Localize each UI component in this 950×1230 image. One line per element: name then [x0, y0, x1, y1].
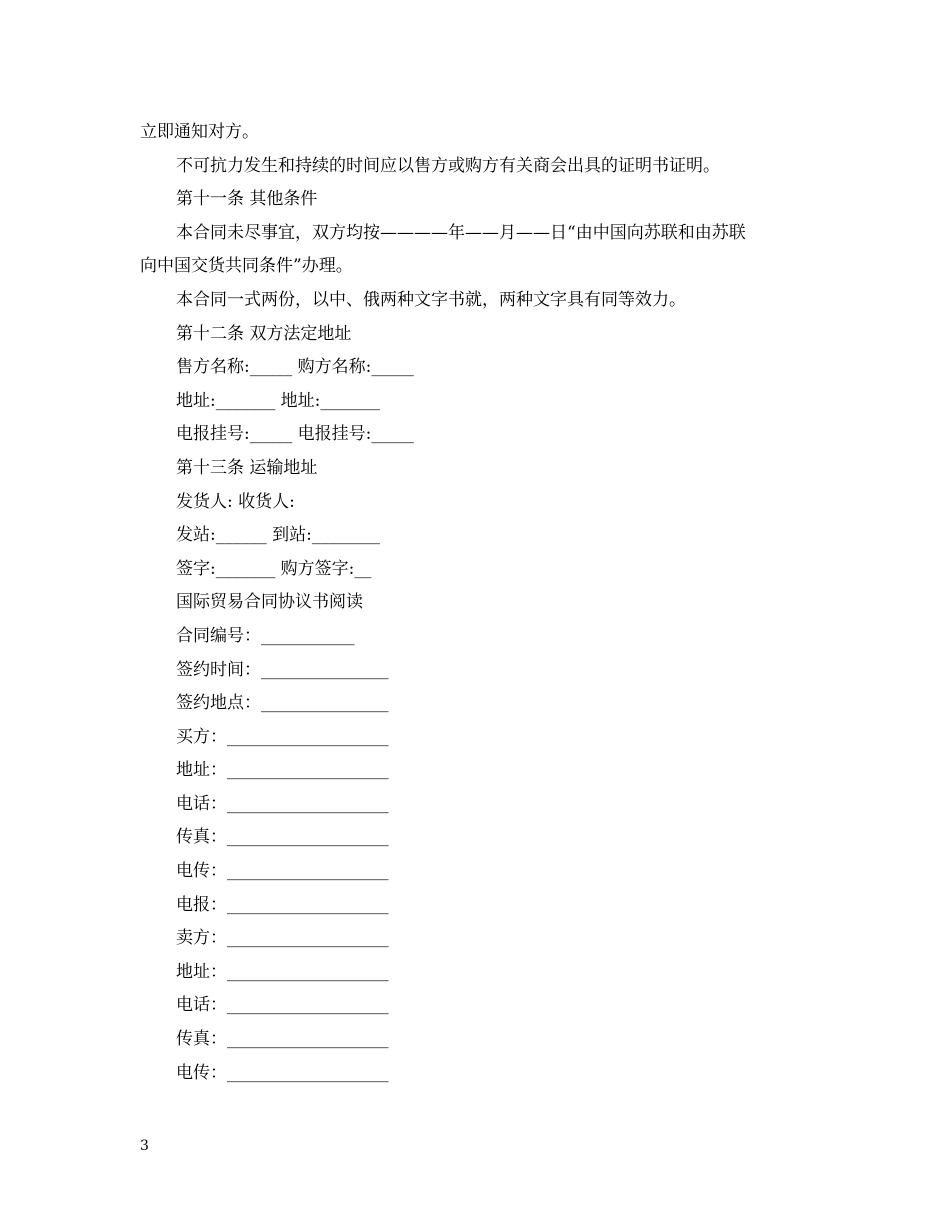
text-line: 传真：___________________: [176, 1029, 389, 1050]
text-line: 电话：___________________: [176, 995, 389, 1016]
text-line: 地址:_______ 地址:_______: [176, 390, 380, 411]
text-line: 本合同一式两份，以中、俄两种文字书就，两种文字具有同等效力。: [176, 289, 686, 310]
text-line: 发货人: 收货人:: [176, 491, 295, 512]
page-number: 3: [140, 1138, 149, 1154]
text-line: 地址：___________________: [176, 961, 389, 982]
text-line: 传真：___________________: [176, 827, 389, 848]
text-line: 电传：___________________: [176, 861, 389, 882]
text-line: 本合同未尽事宜，双方均按————年——月——日“由中国向苏联和由苏联: [176, 222, 746, 243]
text-line: 买方：___________________: [176, 726, 389, 747]
text-line: 电报：___________________: [176, 894, 389, 915]
text-line: 电话：___________________: [176, 793, 389, 814]
text-line: 国际贸易合同协议书阅读: [176, 592, 363, 613]
text-line: 发站:______ 到站:________: [176, 525, 380, 546]
document-body: [140, 116, 820, 1090]
text-line: 签字:_______ 购方签字:__: [176, 558, 372, 579]
text-line: 第十二条 双方法定地址: [176, 323, 352, 344]
text-line: 签约地点：_______________: [176, 693, 389, 714]
text-line: 卖方：___________________: [176, 928, 389, 949]
text-line: 立即通知对方。: [140, 122, 259, 142]
text-line: 向中国交货共同条件”办理。: [140, 256, 353, 277]
text-line: 第十一条 其他条件: [176, 189, 318, 210]
text-line: 售方名称:_____ 购方名称:_____: [176, 357, 414, 378]
text-line: 地址：___________________: [176, 760, 389, 781]
text-line: 电传：___________________: [176, 1062, 389, 1083]
text-line: 电报挂号:_____ 电报挂号:_____: [176, 424, 414, 445]
text-line: 合同编号：___________: [176, 625, 355, 646]
text-line: 不可抗力发生和持续的时间应以售方或购方有关商会出具的证明书证明。: [176, 155, 720, 176]
text-line: 第十三条 运输地址: [176, 457, 318, 478]
text-line: 签约时间：_______________: [176, 659, 389, 680]
